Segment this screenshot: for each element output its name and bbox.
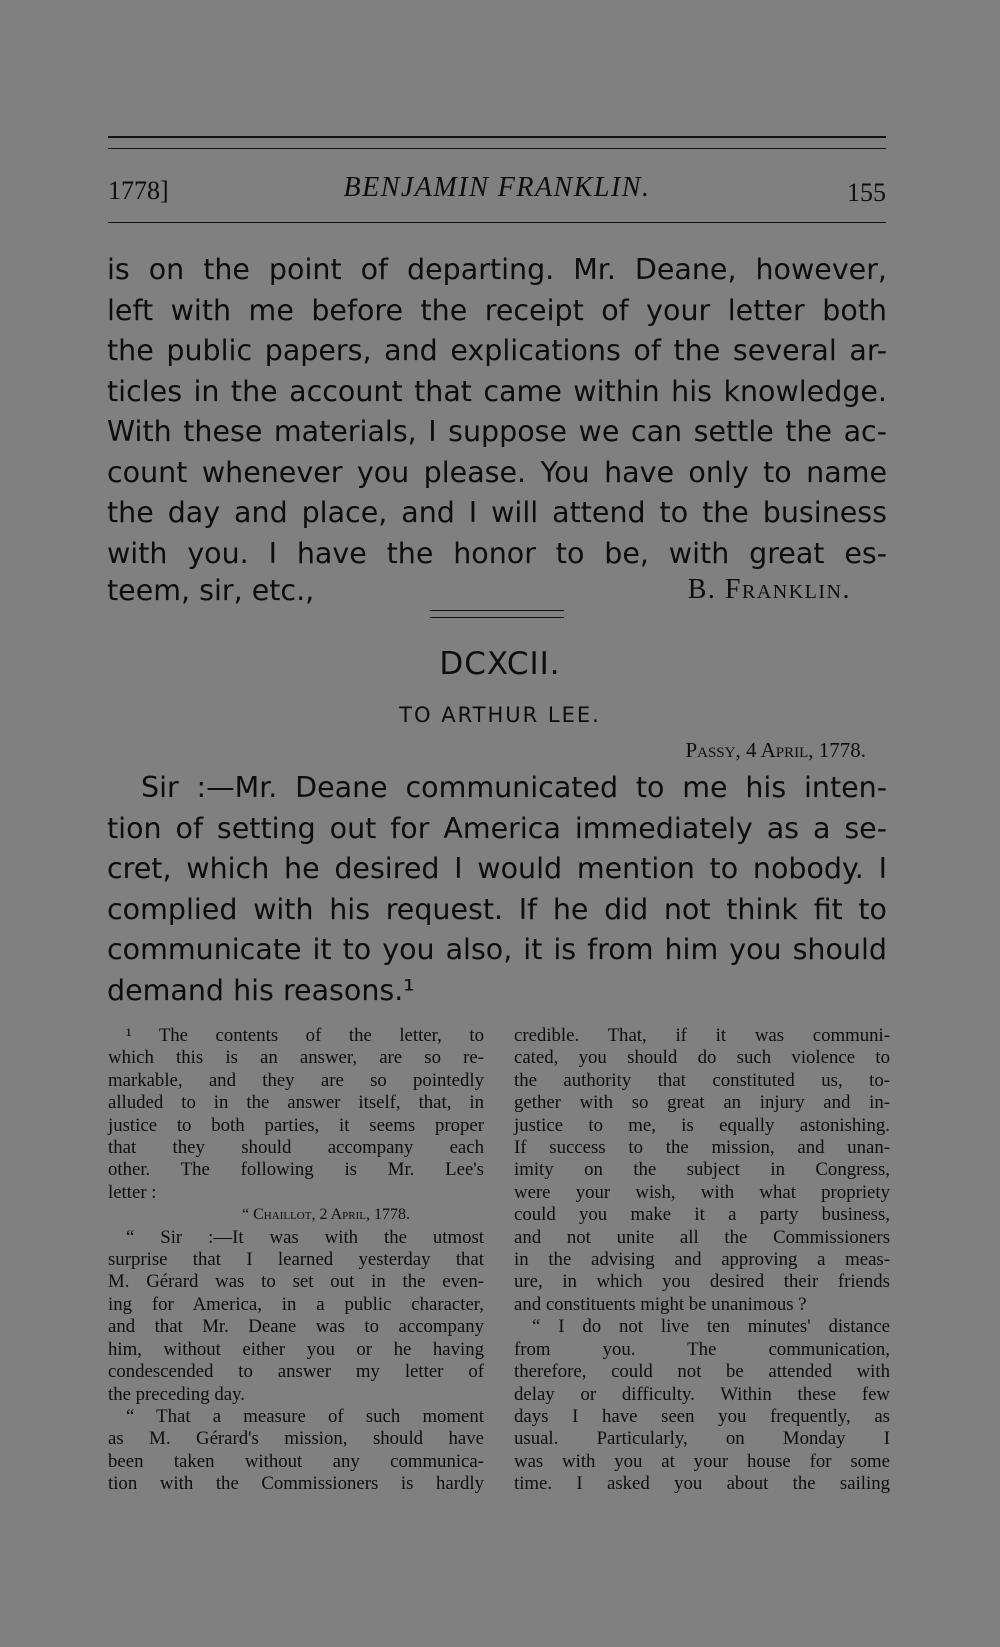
footnote-line: other. The following is Mr. Lee's (108, 1159, 484, 1181)
text-line: Sir :—Mr. Deane communicated to me his inten- (141, 771, 887, 804)
footnote-line: which this is an answer, are so re- (108, 1047, 484, 1069)
closing-text: teem, sir, etc., (107, 574, 315, 607)
footnote-line: was with you at your house for some (514, 1450, 890, 1472)
footnote-line: time. I asked you about the sailing (514, 1473, 890, 1495)
footnote-line: markable, and they are so pointedly (108, 1069, 484, 1091)
footnote-line: “ Sir :—It was with the utmost (126, 1226, 484, 1248)
footnote-right-column (514, 1025, 890, 1496)
footnote-line: surprise that I learned yesterday that (108, 1249, 484, 1271)
footnote-line: tion with the Commissioners is hardly (108, 1473, 484, 1495)
dateline: Passy, 4 April, 1778. (685, 738, 866, 762)
page-number: 155 (847, 178, 886, 207)
footnote-dateline: “ Chaillot, 2 April, 1778. (242, 1206, 410, 1224)
letter-number: DCXCII. (439, 646, 561, 682)
top-rule-thick (108, 136, 886, 138)
footnote-line: and constituents might be unanimous ? (514, 1293, 807, 1315)
text-line: tion of setting out for America immediately as a se- (107, 811, 887, 845)
footnote-line: and not unite all the Commissioners (514, 1226, 890, 1248)
footnote-line: were your wish, with what propriety (514, 1181, 890, 1203)
footnote-line: “ I do not live ten minutes' distance (532, 1316, 890, 1338)
footnote-line: him, without either you or he having (108, 1338, 484, 1360)
footnote-line: “ That a measure of such moment (126, 1405, 484, 1427)
footnote-line: alluded to in the answer itself, that, in (108, 1092, 484, 1114)
footnote-line: delay or difficulty. Within these few (514, 1383, 890, 1405)
footnote-line: been taken without any communica- (108, 1450, 484, 1472)
running-head-rule (108, 222, 886, 223)
closing-row (107, 574, 887, 614)
footnote-line: therefore, could not be attended with (514, 1361, 890, 1383)
text-line: count whenever you please. You have only to name (107, 455, 887, 489)
footnote-line: the preceding day. (108, 1383, 245, 1405)
footnote-line: ing for America, in a public character, (108, 1293, 484, 1315)
top-rule-thin (108, 148, 886, 149)
footnote-line: credible. That, if it was communi- (514, 1025, 890, 1046)
section-separator-bottom (430, 617, 564, 618)
footnote-line: gether with so great an injury and in- (514, 1092, 890, 1114)
footnote-line: that they should accompany each (108, 1137, 484, 1159)
paragraph-2 (107, 768, 887, 1011)
footnote-line: days I have seen you frequently, as (514, 1405, 890, 1427)
paragraph-1 (107, 250, 887, 574)
signature: B. Franklin. (687, 574, 851, 605)
text-line: is on the point of departing. Mr. Deane, however, (107, 253, 887, 286)
text-line: ticles in the account that came within his knowledge. (107, 374, 887, 408)
text-line: cret, which he desired I would mention to nobody. I (107, 852, 887, 885)
footnote-line: the authority that constituted us, to- (514, 1069, 890, 1091)
addressee: TO ARTHUR LEE. (399, 703, 601, 727)
footnote-line: and that Mr. Deane was to accompany (108, 1316, 484, 1338)
footnote-line: M. Gérard was to set out in the even- (108, 1271, 484, 1293)
footnote-line: justice to both parties, it seems proper (108, 1114, 484, 1136)
footnote-line: usual. Particularly, on Monday I (514, 1428, 890, 1450)
section-separator-top (430, 610, 564, 611)
text-line: left with me before the receipt of your letter both (107, 293, 887, 327)
text-line: the public papers, and explications of the several ar- (107, 334, 887, 367)
footnote-line: as M. Gérard's mission, should have (108, 1428, 484, 1450)
footnote-line: ure, in which you desired their friends (514, 1271, 890, 1293)
running-head-title: BENJAMIN FRANKLIN. (343, 172, 651, 203)
footnote-line: cated, you should do such violence to (514, 1047, 890, 1069)
text-line: with you. I have the honor to be, with great es- (107, 536, 887, 570)
text-line: the day and place, and I will attend to the business (107, 496, 887, 529)
footnote-line: ¹ The contents of the letter, to (126, 1025, 484, 1046)
running-head (108, 172, 886, 212)
footnote-line: justice to me, is equally astonishing. (514, 1114, 890, 1136)
footnote-line: condescended to answer my letter of (108, 1361, 484, 1383)
text-line: demand his reasons.¹ (107, 973, 415, 1007)
footnote-line: If success to the mission, and unan- (514, 1137, 890, 1159)
footnote-line: imity on the subject in Congress, (514, 1159, 890, 1181)
footnote-line: in the advising and approving a meas- (514, 1249, 890, 1271)
text-line: With these materials, I suppose we can settle the ac- (107, 415, 887, 448)
text-line: communicate it to you also, it is from him you should (107, 933, 887, 966)
footnote-line: letter : (108, 1181, 157, 1203)
footnote-line: from you. The communication, (514, 1338, 890, 1360)
footnote-left-column (108, 1025, 484, 1496)
footnote-line: could you make it a party business, (514, 1204, 890, 1226)
running-head-year: 1778] (108, 176, 169, 205)
text-line: complied with his request. If he did not think fit to (107, 892, 887, 926)
